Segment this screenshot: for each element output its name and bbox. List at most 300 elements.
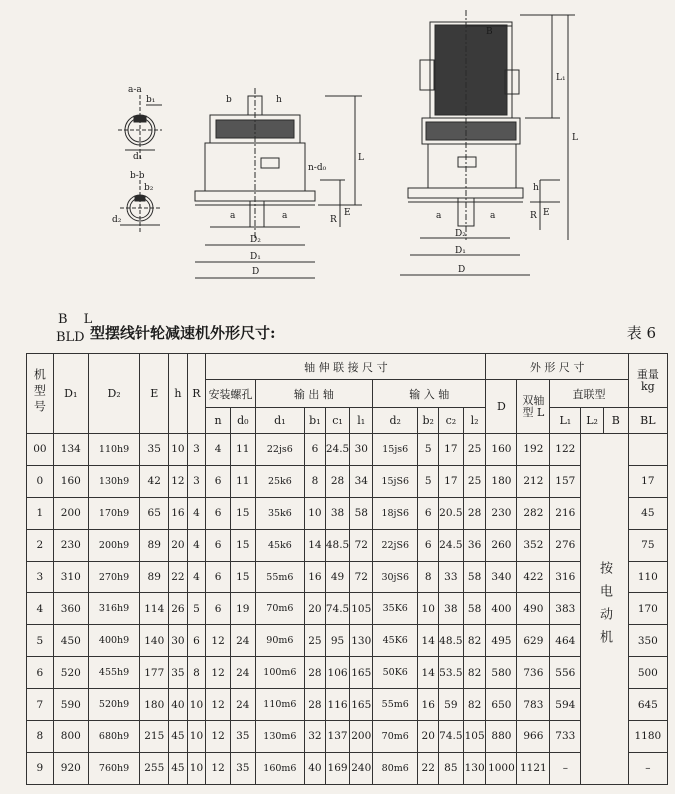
label-d1: d₁: [133, 152, 143, 162]
header-l1: l₁: [350, 408, 373, 434]
cell-d2: 130h9: [88, 465, 140, 497]
cell-n: 6: [206, 465, 231, 497]
cell-b2: 6: [418, 497, 439, 529]
cell-b2: 20: [418, 721, 439, 753]
cell-d1: 134: [53, 434, 88, 466]
label-d2: d₂: [112, 215, 122, 225]
cell-c1: 24.5: [325, 434, 350, 466]
cell-l2: 28: [463, 497, 486, 529]
cell-l2: 58: [463, 593, 486, 625]
cell-b1: 8: [305, 465, 326, 497]
cell-model: 6: [27, 657, 54, 689]
cell-l2: 82: [463, 625, 486, 657]
header-b2: b₂: [418, 408, 439, 434]
cell-d2: 520h9: [88, 689, 140, 721]
header-shaft-group: 轴 伸 联 接 尺 寸: [206, 354, 486, 380]
cell-bl: 45: [628, 497, 667, 529]
cell-l1: 216: [550, 497, 581, 529]
table-title: [56, 310, 656, 350]
cell-l1: 276: [550, 529, 581, 561]
cell-l: 212: [517, 465, 550, 497]
cell-d1: 160m6: [255, 752, 304, 784]
cell-l1: 464: [550, 625, 581, 657]
cell-d1: 90m6: [255, 625, 304, 657]
label-a-left: a: [230, 211, 236, 221]
cell-d: 400: [486, 593, 517, 625]
cell-c1: 137: [325, 721, 350, 753]
cell-d: 650: [486, 689, 517, 721]
cell-d2: 30jS6: [373, 561, 418, 593]
cell-l1: 556: [550, 657, 581, 689]
cell-d0: 15: [230, 561, 255, 593]
label-B-right: B: [486, 27, 493, 37]
cell-r: 3: [187, 434, 206, 466]
cell-c2: 17: [439, 465, 464, 497]
cell-b2: 8: [418, 561, 439, 593]
table-row: [27, 689, 668, 721]
label-D-right: D: [458, 265, 466, 275]
cell-l1: 105: [350, 593, 373, 625]
cell-r: 4: [187, 497, 206, 529]
cell-d0: 15: [230, 529, 255, 561]
cell-l1: 157: [550, 465, 581, 497]
cell-b1: 20: [305, 593, 326, 625]
label-bb: b-b: [130, 171, 145, 181]
cell-model: 00: [27, 434, 54, 466]
cell-e: 215: [140, 721, 169, 753]
label-n-d0: n-d₀: [308, 163, 327, 173]
cell-r: 4: [187, 561, 206, 593]
cell-d1: 25k6: [255, 465, 304, 497]
cell-d1: 22js6: [255, 434, 304, 466]
section-aa-drawing: [118, 95, 162, 160]
cell-b1: 25: [305, 625, 326, 657]
table-body: [27, 434, 668, 785]
header-BL: BL: [628, 408, 667, 434]
cell-h: 22: [169, 561, 188, 593]
header-n: n: [206, 408, 231, 434]
cell-h: 16: [169, 497, 188, 529]
cell-r: 5: [187, 593, 206, 625]
table-row: [27, 529, 668, 561]
cell-r: 4: [187, 529, 206, 561]
table-row: [27, 657, 668, 689]
table-row: [27, 561, 668, 593]
table-row: [27, 497, 668, 529]
cell-d2: 35K6: [373, 593, 418, 625]
cell-bl: 17: [628, 465, 667, 497]
cell-d2: 200h9: [88, 529, 140, 561]
cell-d: 495: [486, 625, 517, 657]
label-a-right: a: [282, 211, 288, 221]
cell-b2: 14: [418, 625, 439, 657]
cell-n: 12: [206, 752, 231, 784]
header-outer-group: 外 形 尺 寸: [486, 354, 628, 380]
dimension-table: [26, 353, 668, 785]
header-d1: d₁: [255, 408, 304, 434]
cell-model: 4: [27, 593, 54, 625]
cell-l1: 165: [350, 689, 373, 721]
cell-l: 1121: [517, 752, 550, 784]
label-h: h: [276, 95, 282, 105]
cell-n: 6: [206, 529, 231, 561]
cell-d2: 55m6: [373, 689, 418, 721]
cell-n: 12: [206, 657, 231, 689]
cell-l: 966: [517, 721, 550, 753]
cell-n: 6: [206, 561, 231, 593]
cell-l1: –: [550, 752, 581, 784]
cell-model: 3: [27, 561, 54, 593]
cell-b2: 5: [418, 434, 439, 466]
cell-l: 736: [517, 657, 550, 689]
cell-b1: 28: [305, 657, 326, 689]
cell-h: 30: [169, 625, 188, 657]
cell-l: 629: [517, 625, 550, 657]
cell-l1: 30: [350, 434, 373, 466]
cell-l: 352: [517, 529, 550, 561]
cell-e: 89: [140, 529, 169, 561]
cell-d0: 11: [230, 434, 255, 466]
cell-b1: 10: [305, 497, 326, 529]
cell-d1: 310: [53, 561, 88, 593]
cell-l2: 36: [463, 529, 486, 561]
reducer-double-shaft-drawing: [195, 88, 362, 278]
cell-d: 180: [486, 465, 517, 497]
cell-model: 2: [27, 529, 54, 561]
cell-d1: 160: [53, 465, 88, 497]
label-h-right: h: [533, 183, 539, 193]
header-D: D: [486, 380, 517, 434]
label-D1: D₁: [250, 252, 261, 262]
header-l2: l₂: [463, 408, 486, 434]
header-dual-shaft: 双轴 型 L: [517, 380, 550, 434]
header-d0: d₀: [230, 408, 255, 434]
cell-e: 140: [140, 625, 169, 657]
cell-d0: 24: [230, 657, 255, 689]
cell-l: 490: [517, 593, 550, 625]
label-a2-right: a: [490, 211, 496, 221]
label-L-right: L: [572, 133, 578, 143]
cell-bl: 645: [628, 689, 667, 721]
header-weight: 重量 kg: [628, 354, 667, 408]
table-row: [27, 752, 668, 784]
cell-d1: 45k6: [255, 529, 304, 561]
cell-l2: 105: [463, 721, 486, 753]
cell-c1: 74.5: [325, 593, 350, 625]
cell-d2: 680h9: [88, 721, 140, 753]
cell-d2: 400h9: [88, 625, 140, 657]
cell-e: 65: [140, 497, 169, 529]
header-d2: d₂: [373, 408, 418, 434]
cell-d1: 110m6: [255, 689, 304, 721]
cell-b2: 14: [418, 657, 439, 689]
cell-d0: 24: [230, 625, 255, 657]
cell-model: 5: [27, 625, 54, 657]
cell-n: 4: [206, 434, 231, 466]
cell-b1: 16: [305, 561, 326, 593]
cell-e: 177: [140, 657, 169, 689]
cell-l1: 383: [550, 593, 581, 625]
cell-h: 26: [169, 593, 188, 625]
cell-d2: 270h9: [88, 561, 140, 593]
cell-h: 20: [169, 529, 188, 561]
cell-e: 42: [140, 465, 169, 497]
label-b: b: [226, 95, 232, 105]
cell-n: 12: [206, 689, 231, 721]
header-R: R: [187, 354, 206, 434]
cell-d: 160: [486, 434, 517, 466]
cell-r: 3: [187, 465, 206, 497]
label-R-right: R: [530, 211, 537, 221]
cell-b2: 16: [418, 689, 439, 721]
cell-d1: 200: [53, 497, 88, 529]
cell-h: 45: [169, 752, 188, 784]
cell-h: 40: [169, 689, 188, 721]
cell-r: 6: [187, 625, 206, 657]
cell-model: 1: [27, 497, 54, 529]
cell-b2: 6: [418, 529, 439, 561]
cell-d0: 19: [230, 593, 255, 625]
cell-l: 422: [517, 561, 550, 593]
cell-d: 340: [486, 561, 517, 593]
label-aa: a-a: [128, 85, 142, 95]
header-b1: b₁: [305, 408, 326, 434]
cell-e: 180: [140, 689, 169, 721]
cell-c1: 169: [325, 752, 350, 784]
label-D2-right: D₂: [455, 229, 466, 239]
table-row: [27, 465, 668, 497]
cell-c2: 48.5: [439, 625, 464, 657]
cell-c1: 48.5: [325, 529, 350, 561]
cell-model: 8: [27, 721, 54, 753]
cell-h: 35: [169, 657, 188, 689]
cell-r: 8: [187, 657, 206, 689]
cell-r: 10: [187, 721, 206, 753]
cell-l2: 82: [463, 657, 486, 689]
label-D: D: [252, 267, 260, 277]
cell-l1: 594: [550, 689, 581, 721]
cell-c2: 24.5: [439, 529, 464, 561]
cell-l2: 82: [463, 689, 486, 721]
cell-d2: 80m6: [373, 752, 418, 784]
header-input-shaft: 输 入 轴: [373, 380, 486, 408]
cell-c1: 49: [325, 561, 350, 593]
cell-d0: 15: [230, 497, 255, 529]
cell-l1: 58: [350, 497, 373, 529]
label-E-right: E: [543, 208, 550, 218]
cell-d0: 11: [230, 465, 255, 497]
cell-b2: 22: [418, 752, 439, 784]
header-h: h: [169, 354, 188, 434]
cell-l2: 25: [463, 434, 486, 466]
cell-d2: 316h9: [88, 593, 140, 625]
cell-bl: 110: [628, 561, 667, 593]
cell-b1: 14: [305, 529, 326, 561]
cell-c2: 33: [439, 561, 464, 593]
cell-l1: 240: [350, 752, 373, 784]
cell-n: 6: [206, 497, 231, 529]
header-L1: L₁: [550, 408, 581, 434]
cell-b2: 10: [418, 593, 439, 625]
table-row: [27, 721, 668, 753]
title-prefix-bl: B L: [58, 312, 99, 327]
cell-d2: 18jS6: [373, 497, 418, 529]
cell-d2: 760h9: [88, 752, 140, 784]
cell-l: 282: [517, 497, 550, 529]
cell-c1: 106: [325, 657, 350, 689]
cell-bl: 1180: [628, 721, 667, 753]
header-model: 机型号: [27, 354, 54, 434]
cell-d: 230: [486, 497, 517, 529]
cell-d1: 230: [53, 529, 88, 561]
cell-r: 10: [187, 752, 206, 784]
cell-l2: 25: [463, 465, 486, 497]
cell-d1: 35k6: [255, 497, 304, 529]
cell-d1: 920: [53, 752, 88, 784]
cell-d2: 15jS6: [373, 465, 418, 497]
label-E: E: [344, 208, 351, 218]
cell-d1: 450: [53, 625, 88, 657]
cell-bl: –: [628, 752, 667, 784]
cell-model: 9: [27, 752, 54, 784]
header-mount-holes: 安装螺孔: [206, 380, 255, 408]
cell-l2: 58: [463, 561, 486, 593]
technical-drawings: [0, 0, 675, 315]
cell-bl: 75: [628, 529, 667, 561]
cell-l1: 733: [550, 721, 581, 753]
cell-l2: 130: [463, 752, 486, 784]
cell-d1: 55m6: [255, 561, 304, 593]
cell-b1: 6: [305, 434, 326, 466]
cell-bl: [628, 434, 667, 466]
cell-c2: 53.5: [439, 657, 464, 689]
cell-b1: 40: [305, 752, 326, 784]
cell-d2: 455h9: [88, 657, 140, 689]
label-L1-right: L₁: [556, 73, 566, 83]
cell-b2: 5: [418, 465, 439, 497]
cell-l1: 130: [350, 625, 373, 657]
cell-d1: 800: [53, 721, 88, 753]
cell-d2: 45K6: [373, 625, 418, 657]
cell-c2: 17: [439, 434, 464, 466]
cell-c2: 85: [439, 752, 464, 784]
cell-e: 114: [140, 593, 169, 625]
cell-c2: 74.5: [439, 721, 464, 753]
cell-c1: 28: [325, 465, 350, 497]
cell-d1: 70m6: [255, 593, 304, 625]
cell-l: 783: [517, 689, 550, 721]
cell-d0: 35: [230, 721, 255, 753]
label-b1: b₁: [146, 95, 156, 105]
section-bb-drawing: [120, 180, 160, 232]
header-E: E: [140, 354, 169, 434]
cell-l1: 200: [350, 721, 373, 753]
header-B: B: [603, 408, 628, 434]
header-D1: D₁: [53, 354, 88, 434]
cell-e: 255: [140, 752, 169, 784]
cell-d1: 590: [53, 689, 88, 721]
cell-d1: 520: [53, 657, 88, 689]
cell-c2: 59: [439, 689, 464, 721]
cell-l1: 72: [350, 561, 373, 593]
label-R: R: [330, 215, 337, 225]
cell-e: 89: [140, 561, 169, 593]
header-L2: L₂: [581, 408, 604, 434]
table-row: [27, 625, 668, 657]
motor-note: 按电动机: [581, 434, 628, 785]
cell-d1: 130m6: [255, 721, 304, 753]
cell-n: 12: [206, 625, 231, 657]
table-row: [27, 593, 668, 625]
cell-c1: 38: [325, 497, 350, 529]
table-row: [27, 434, 668, 466]
cell-c1: 116: [325, 689, 350, 721]
header-output-shaft: 输 出 轴: [255, 380, 372, 408]
cell-d1: 360: [53, 593, 88, 625]
title-main: 型摆线针轮减速机外形尺寸:: [90, 324, 276, 342]
cell-b1: 28: [305, 689, 326, 721]
cell-r: 10: [187, 689, 206, 721]
cell-d: 260: [486, 529, 517, 561]
cell-c2: 38: [439, 593, 464, 625]
cell-bl: 350: [628, 625, 667, 657]
cell-l1: 316: [550, 561, 581, 593]
cell-d: 1000: [486, 752, 517, 784]
cell-b1: 32: [305, 721, 326, 753]
cell-l1: 122: [550, 434, 581, 466]
cell-l1: 165: [350, 657, 373, 689]
cell-model: 7: [27, 689, 54, 721]
header-c1: c₁: [325, 408, 350, 434]
header-c2: c₂: [439, 408, 464, 434]
cell-c1: 95: [325, 625, 350, 657]
label-b2: b₂: [144, 183, 154, 193]
cell-h: 12: [169, 465, 188, 497]
label-D2: D₂: [250, 235, 261, 245]
cell-n: 12: [206, 721, 231, 753]
cell-n: 6: [206, 593, 231, 625]
cell-l1: 72: [350, 529, 373, 561]
cell-bl: 170: [628, 593, 667, 625]
cell-d2: 22jS6: [373, 529, 418, 561]
title-prefix-bld: BLD: [56, 330, 85, 345]
cell-d0: 35: [230, 752, 255, 784]
cell-model: 0: [27, 465, 54, 497]
cell-e: 35: [140, 434, 169, 466]
cell-d0: 24: [230, 689, 255, 721]
cell-l1: 34: [350, 465, 373, 497]
cell-d2: 15js6: [373, 434, 418, 466]
cell-d1: 100m6: [255, 657, 304, 689]
cell-d2: 170h9: [88, 497, 140, 529]
cell-l: 192: [517, 434, 550, 466]
cell-c2: 20.5: [439, 497, 464, 529]
label-a2-left: a: [436, 211, 442, 221]
table-number: 表 6: [626, 324, 656, 342]
reducer-motor-coupled-drawing: [400, 10, 575, 275]
cell-d2: 110h9: [88, 434, 140, 466]
header-direct-coupled: 直联型: [550, 380, 628, 408]
cell-d2: 50K6: [373, 657, 418, 689]
label-L: L: [358, 153, 364, 163]
header-D2: D₂: [88, 354, 140, 434]
cell-h: 10: [169, 434, 188, 466]
cell-d2: 70m6: [373, 721, 418, 753]
cell-d: 580: [486, 657, 517, 689]
cell-h: 45: [169, 721, 188, 753]
label-D1-right: D₁: [455, 246, 466, 256]
cell-d: 880: [486, 721, 517, 753]
